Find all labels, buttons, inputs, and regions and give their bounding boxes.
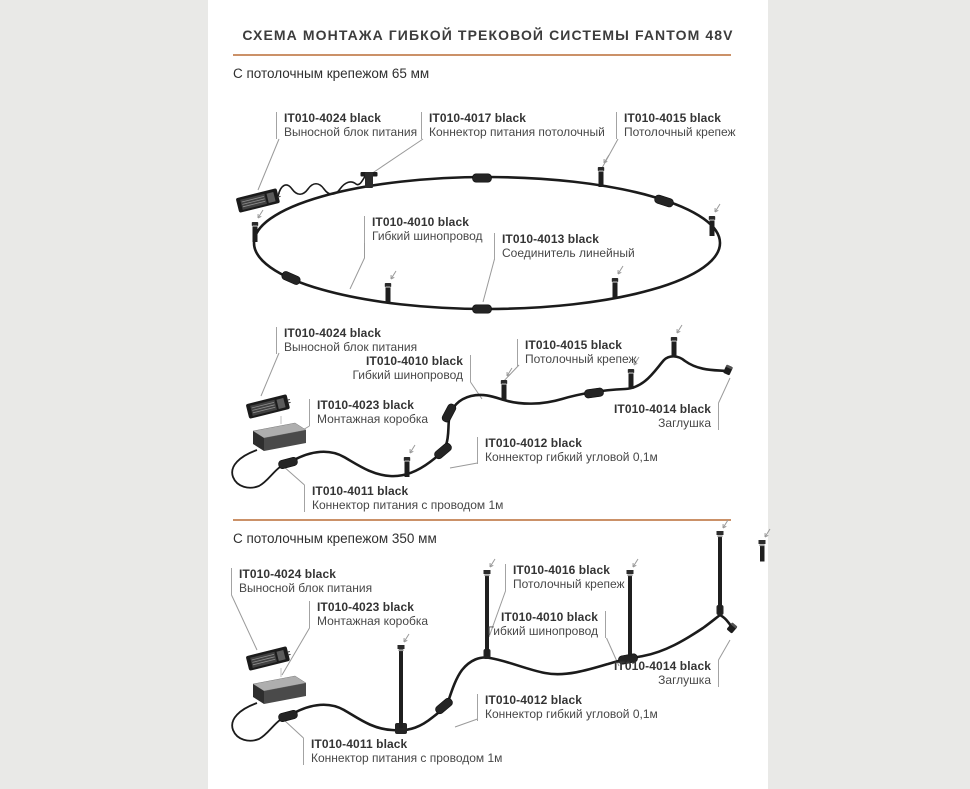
part-code: IT010-4012 black: [485, 693, 582, 707]
part-code: IT010-4011 black: [311, 737, 408, 751]
linear-connector: [473, 305, 492, 313]
part-code: IT010-4010 black: [372, 215, 469, 229]
power-cord-1m: [232, 703, 280, 741]
part-label-4023: [309, 399, 428, 426]
part-code: IT010-4014 black: [614, 659, 711, 673]
part-code: IT010-4024 black: [239, 567, 336, 581]
part-desc: Выносной блок питания: [239, 580, 373, 595]
part-label-4015: [517, 339, 637, 366]
part-desc: Заглушка: [658, 415, 711, 430]
corner-connector: [433, 442, 453, 461]
part-code: IT010-4014 black: [614, 402, 711, 416]
part-code: IT010-4024 black: [284, 326, 381, 340]
part-label-4024: [276, 327, 417, 354]
part-desc: Коннектор гибкий угловой 0,1м: [485, 449, 658, 464]
part-code: IT010-4017 black: [429, 111, 526, 125]
part-desc: Выносной блок питания: [284, 339, 418, 354]
power-feed-connector: [278, 456, 299, 469]
part-label-4011: [304, 485, 503, 512]
part-label-4015: [616, 112, 736, 139]
part-label-4011: [303, 738, 502, 765]
ceiling-rod-standalone: [759, 529, 771, 562]
ceiling-rod-350: [484, 559, 496, 659]
end-cap: [723, 364, 733, 375]
part-desc: Соединитель линейный: [502, 245, 635, 260]
ceiling-mount-65: [598, 155, 609, 187]
part-label-4023: [309, 601, 428, 628]
part-code: IT010-4023 black: [317, 600, 414, 614]
part-desc: Гибкий шинопровод: [352, 367, 463, 382]
corner-connector: [441, 403, 457, 424]
part-code: IT010-4015 black: [624, 111, 721, 125]
ceiling-mount-65: [671, 325, 682, 357]
part-code: IT010-4023 black: [317, 398, 414, 412]
part-desc: Гибкий шинопровод: [372, 228, 483, 243]
power-feed-connector: [278, 709, 299, 722]
part-label-4012: [477, 694, 658, 721]
part-desc: Потолочный крепеж: [525, 351, 637, 366]
part-label-4014: [614, 403, 719, 430]
ceiling-mount-65: [612, 266, 623, 298]
part-label-4013: [494, 233, 635, 260]
part-desc: Потолочный крепеж: [513, 576, 625, 591]
power-supply-box: [236, 188, 282, 213]
part-desc: Выносной блок питания: [284, 124, 418, 139]
end-cap: [726, 622, 737, 633]
power-supply-box: [246, 394, 292, 419]
power-cord: [278, 173, 367, 196]
linear-connector: [584, 388, 604, 399]
part-code: IT010-4011 black: [312, 484, 409, 498]
part-desc: Заглушка: [658, 672, 711, 687]
part-desc: Коннектор гибкий угловой 0,1м: [485, 706, 658, 721]
part-desc: Монтажная коробка: [317, 411, 429, 426]
part-label-4014: [614, 660, 719, 687]
part-code: IT010-4013 black: [502, 232, 599, 246]
power-cord-1m: [232, 450, 280, 488]
ceiling-rod-350: [395, 634, 409, 734]
part-code: IT010-4012 black: [485, 436, 582, 450]
part-desc: Гибкий шинопровод: [487, 623, 598, 638]
part-label-4017: [421, 112, 605, 139]
mounting-box: [253, 423, 306, 451]
part-label-4016: [505, 564, 625, 591]
part-desc: Коннектор питания потолочный: [429, 124, 605, 139]
part-label-4010: [352, 355, 471, 382]
part-desc: Потолочный крепеж: [624, 124, 736, 139]
part-code: IT010-4015 black: [525, 338, 622, 352]
part-desc: Монтажная коробка: [317, 613, 429, 628]
part-label-4024: [276, 112, 417, 139]
part-desc: Коннектор питания с проводом 1м: [312, 497, 504, 512]
part-desc: Коннектор питания с проводом 1м: [311, 750, 503, 765]
ceiling-mount-65: [709, 204, 720, 236]
ceiling-rod-350: [627, 559, 639, 657]
part-code: IT010-4010 black: [366, 354, 463, 368]
part-label-4010: [487, 611, 606, 638]
part-label-4010: [364, 216, 483, 243]
power-supply-box: [246, 646, 292, 671]
ceiling-mount-65: [385, 271, 396, 303]
part-code: IT010-4016 black: [513, 563, 610, 577]
page-title: СХЕМА МОНТАЖА ГИБКОЙ ТРЕКОВОЙ СИСТЕМЫ FANTOM 48V: [242, 27, 734, 43]
part-code: IT010-4024 black: [284, 111, 381, 125]
section-heading-350mm: С потолочным крепежом 350 мм: [233, 531, 437, 546]
linear-connector: [281, 270, 302, 285]
flexible-track-oval: [254, 177, 720, 309]
part-label-4012: [477, 437, 658, 464]
ceiling-mount-65: [501, 368, 512, 400]
part-label-4024: [231, 568, 372, 595]
linear-connector: [473, 174, 492, 182]
part-code: IT010-4010 black: [501, 610, 598, 624]
corner-connector: [434, 697, 454, 716]
section-heading-65mm: С потолочным крепежом 65 мм: [233, 66, 430, 81]
mounting-box: [253, 676, 306, 704]
ceiling-rod-350: [717, 520, 729, 615]
linear-connector: [654, 194, 675, 208]
